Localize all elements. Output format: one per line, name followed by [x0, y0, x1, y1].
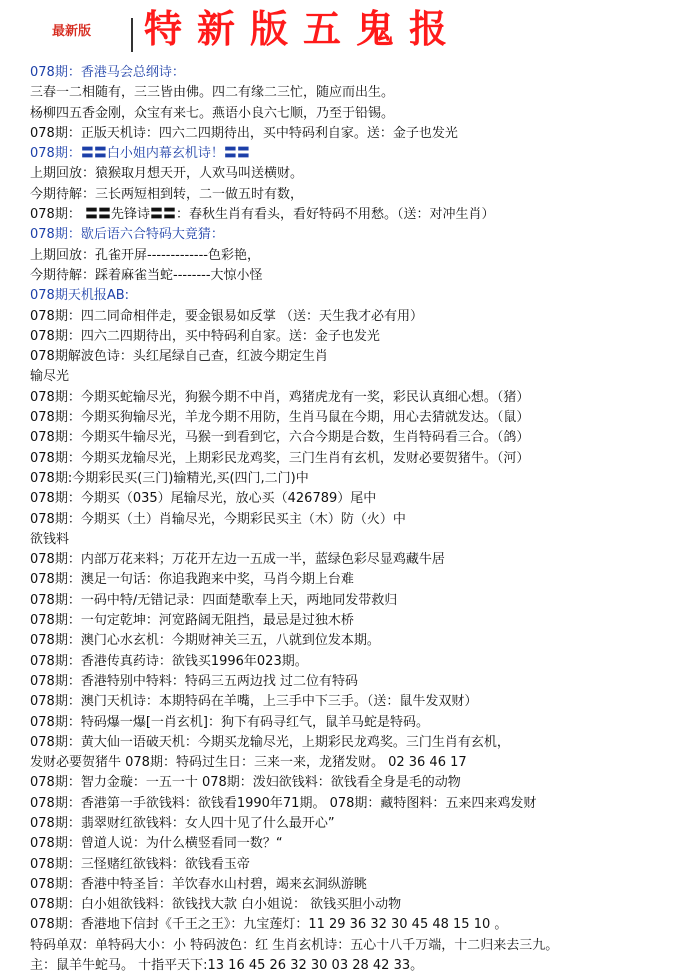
content-line: 078期：正版天机诗：四六二四期待出，买中特码利自家。送：金子也发光: [30, 125, 458, 141]
content-line: 078期：今期买蛇输尽光，狗猴今期不中肖，鸡猪虎龙有一奖，彩民认真细心想。（猪）: [30, 389, 530, 405]
content-line: 078期：一码中特/无错记录：四面楚歌奉上天，两地同发带救归: [30, 592, 398, 608]
content-line: 078期:今期彩民买(三门)输精光,买(四门,二门)中: [30, 470, 309, 486]
header-divider: [131, 18, 133, 52]
page-header: [0, 0, 690, 60]
content-line: 078期：今期买（土）肖输尽光，今期彩民买主（木）防（火）中: [30, 511, 406, 527]
content-line: 特码单双：单特码大小：小 特码波色：红 生肖玄机诗：五心十八千万端，十二归来去三九。: [30, 937, 559, 953]
content-line: 078期解波色诗：头红尾绿自己查，红波今期定生肖: [30, 349, 328, 365]
latest-version-badge: 最新版: [52, 24, 92, 39]
content-line: 078期：四二同命相伴走，要金银易如反掌 （送：天生我才必有用）: [30, 308, 423, 324]
content-line: 主：鼠羊牛蛇马。 十指平天下:13 16 45 26 32 30 03 28 42 33。: [30, 958, 424, 974]
content-line: 078期：今期买牛输尽光，马猴一到看到它，六合今期是合数，生肖特码看三合。（鸽）: [30, 430, 530, 446]
content-line: 078期：澳门心水玄机：今期财神关三五，八就到位发本期。: [30, 633, 380, 649]
content-line: 078期：智力金璇：一五一十 078期：泼妇欲钱料：欲钱看全身是毛的动物: [30, 775, 461, 791]
content-line: 078期：香港地下信封《千王之王》：九宝莲灯：11 29 36 32 30 45 48 15 10 。: [30, 917, 508, 933]
content-line: 078期：曾道人说：为什么横竖看同一数？“: [30, 836, 283, 852]
content-line: 欲钱料: [30, 531, 70, 547]
content-line: 078期：黄大仙一语破天机：今期买龙输尽光，上期彩民龙鸡奖。三门生肖有玄机，: [30, 734, 510, 750]
content-line: 078期：翡翠财红欲钱料：女人四十见了什么最开心”: [30, 815, 335, 831]
content-line: 上期回放：孔雀开屏-------------色彩艳，: [30, 247, 260, 263]
content-line: 078期： 〓〓先锋诗〓〓：春秋生肖有看头，看好特码不用愁。（送：对冲生肖）: [30, 207, 495, 223]
content-line: 078期：澳足一句话：你追我跑来中奖，马肖今期上台难: [30, 572, 354, 588]
content-line: 输尽光: [30, 369, 70, 385]
content-line: 078期：今期买狗输尽光，羊龙今期不用防，生肖马鼠在今期，用心去猜就发达。（鼠）: [30, 410, 530, 426]
content-line: 078期：香港中特圣旨：羊饮春水山村碧，竭来玄洞纵游眺: [30, 876, 367, 892]
content-line: 078期：香港第一手欲钱料：欲钱看1990年71期。 078期：藏特图料：五来四来鸡发财: [30, 795, 537, 811]
content-line: 078期：四六二四期待出，买中特码利自家。送：金子也发光: [30, 328, 380, 344]
page-title: 特新版五鬼报: [144, 7, 463, 51]
content-line: 上期回放：猿猴取月想天开，人欢马叫送横财。: [30, 166, 304, 182]
content-line: 078期：澳门天机诗：本期特码在羊嘴，上三手中下三手。（送：鼠牛发双财）: [30, 694, 478, 710]
content-line: 078期：歇后语六合特码大竟猜：: [30, 227, 224, 243]
content-line: 078期：特码爆一爆[一肖玄机]：狗下有码寻红气，鼠羊马蛇是特码。: [30, 714, 429, 730]
content-line: 078期：一句定乾坤：河宽路阔无阻挡，最忌是过独木桥: [30, 613, 354, 629]
content-line: 078期：今期买（035）尾输尽光，放心买（426789）尾中: [30, 491, 377, 507]
content-line: 078期：香港马会总纲诗：: [30, 65, 185, 80]
content-line: 078期天机报AB:: [30, 288, 130, 304]
content-line: 078期：白小姐欲钱料：欲钱找大款 白小姐说： 欲钱买胆小动物: [30, 897, 402, 913]
content-line: 078期：〓〓白小姐内幕玄机诗！〓〓: [30, 146, 250, 162]
content-line: 078期：内部万花来料；万花开左边一五成一半，蓝绿色彩尽显鸡藏牛居: [30, 552, 445, 568]
content-list: [30, 63, 680, 976]
content-line: 078期：今期买龙输尽光，上期彩民龙鸡奖，三门生肖有玄机，发财必要贺猪牛。（河）: [30, 450, 530, 466]
content-line: 今期待解：踩着麻雀当蛇--------大惊小怪: [30, 267, 263, 283]
content-line: 发财必要贺猪牛 078期：特码过生日：三来一来，龙猪发财。 02 36 46 17: [30, 755, 467, 771]
content-line: 078期：三怪赌红欲钱料：欲钱看玉帝: [30, 856, 250, 872]
content-line: 今期待解：三长两短相到转，二一做五时有数，: [30, 186, 304, 202]
content-line: 078期：香港特别中特料：特码三五两边找 过二位有特码: [30, 673, 358, 689]
content-line: 杨柳四五香金刚，众宝有来七。燕语小良六七顺，乃至于铅锡。: [30, 105, 395, 121]
content-line: 078期：香港传真药诗：欲钱买1996年023期。: [30, 653, 308, 669]
content-line: 三春一二相随有，三三皆由佛。四二有缘二三忙，随应而出生。: [30, 85, 395, 101]
